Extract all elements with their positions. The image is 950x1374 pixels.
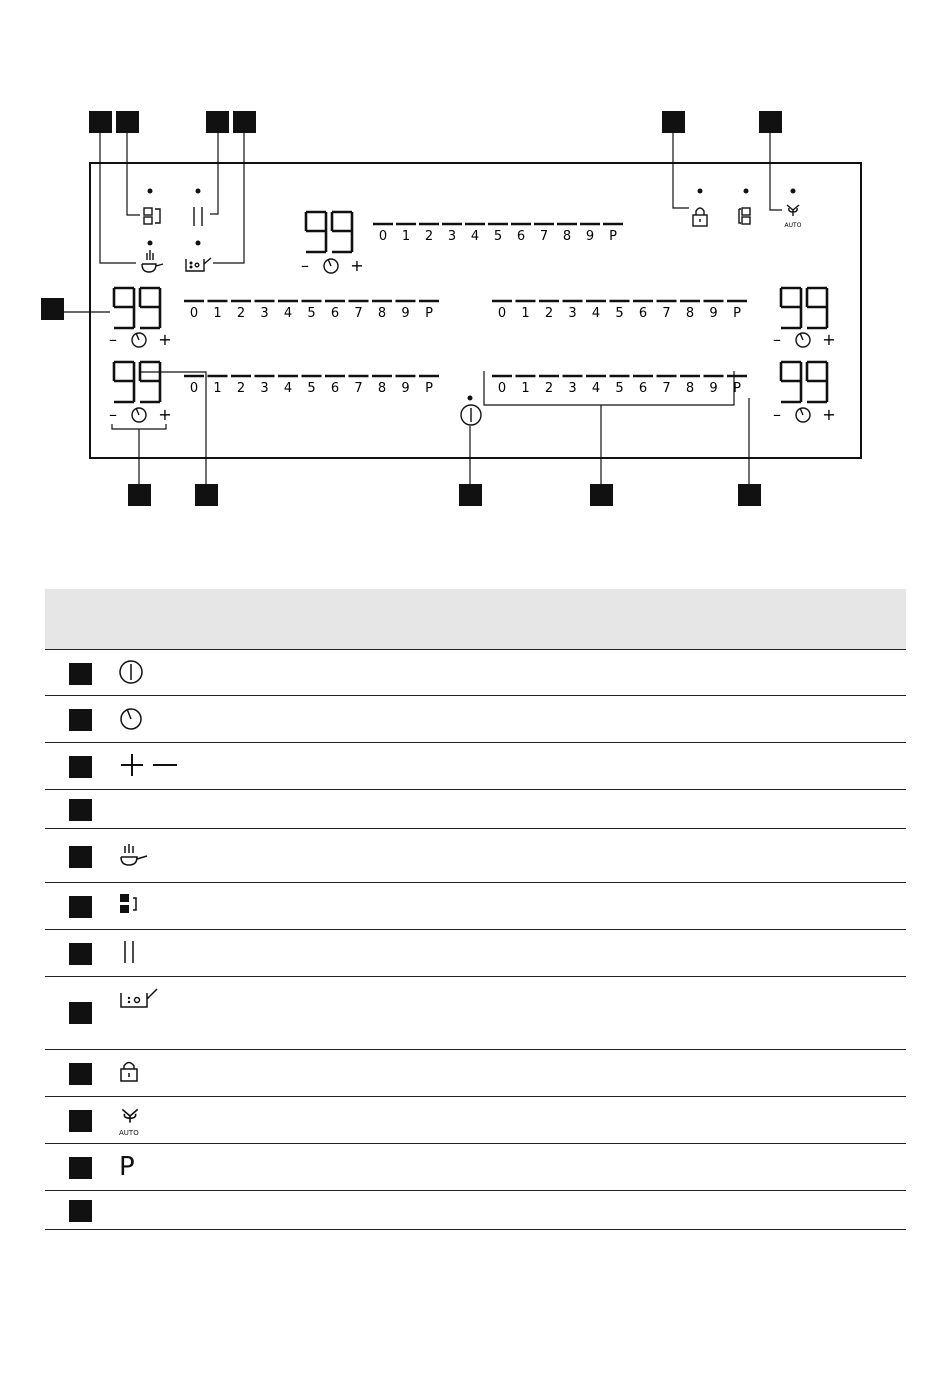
callout-marker [128,484,151,506]
table-row [45,695,906,742]
power-level-label[interactable]: 0 [189,381,199,396]
pot-boil-icon [119,987,159,1017]
auto-label: AUTO [784,222,802,229]
bridge-alt-icon[interactable] [739,208,750,224]
power-level-label[interactable]: 3 [447,229,457,244]
plus-minus-icon [119,753,179,783]
table-row [45,882,906,929]
row-number-marker [69,846,92,868]
top-power-scale[interactable] [373,224,623,244]
power-level-label[interactable]: 0 [497,381,507,396]
power-level-label[interactable]: 2 [544,306,554,321]
timer-minus-button[interactable]: – [109,330,117,349]
bridge-icon [119,893,143,923]
row-number-marker [69,1157,92,1179]
power-level-label[interactable]: 4 [591,381,601,396]
power-level-label[interactable]: P [425,381,433,396]
callout-marker [116,111,139,133]
row-number-marker [69,756,92,778]
pause-icon [119,940,143,970]
control-panel-legend-table [45,589,906,1230]
table-row [45,929,906,976]
callout-marker [590,484,613,506]
power-level-label[interactable]: 4 [591,306,601,321]
table-row [45,1190,906,1230]
power-level-label[interactable]: 5 [493,229,503,244]
power-level-label[interactable]: 1 [401,229,411,244]
row-number-marker [69,1063,92,1085]
power-level-label[interactable]: 9 [709,306,718,321]
power-level-label[interactable]: 0 [497,306,507,321]
callout-marker [662,111,685,133]
power-level-label[interactable]: 1 [213,381,222,396]
power-level-label[interactable]: 5 [307,306,316,321]
power-level-label[interactable]: 6 [330,306,340,321]
row-number-marker [69,709,92,731]
frying-pan-icon [119,843,149,873]
leader-lines [64,133,782,484]
power-level-label[interactable]: 8 [685,381,695,396]
row-number-marker [69,663,92,685]
power-level-label[interactable]: 0 [378,229,388,244]
timer-plus-button[interactable]: + [822,330,836,349]
front-left-display [114,288,160,328]
power-level-label[interactable]: 5 [307,381,316,396]
auto-label: AUTO [119,1129,139,1137]
table-row [45,976,906,1049]
timer-plus-button[interactable]: + [158,405,172,424]
callouts-top [41,111,782,506]
timer-minus-button[interactable]: – [301,256,309,275]
power-level-label[interactable]: 3 [260,306,269,321]
power-level-label[interactable]: 2 [544,381,554,396]
table-row [45,1096,906,1143]
row-number-marker [69,1110,92,1132]
timer-minus-button[interactable]: – [773,330,781,349]
power-level-label[interactable]: 9 [585,229,595,244]
callout-marker [759,111,782,133]
power-level-label[interactable]: 6 [638,306,648,321]
table-header [45,589,906,649]
power-level-label[interactable]: 0 [189,306,199,321]
power-level-label[interactable]: 7 [354,381,363,396]
callout-marker [41,298,64,320]
front-right-power-scale[interactable] [492,301,747,321]
power-level-label[interactable]: 2 [424,229,434,244]
power-boost-p-icon: P [119,1152,135,1182]
row-number-marker [69,1200,92,1222]
row-number-marker [69,896,92,918]
power-level-label[interactable]: 1 [213,306,222,321]
power-level-label[interactable]: 6 [516,229,526,244]
control-panel-diagram [0,0,950,560]
power-level-label[interactable]: 2 [236,381,246,396]
front-left-timer-controls[interactable] [109,330,172,349]
timer-plus-button[interactable]: + [158,330,172,349]
power-icon [119,660,143,690]
callout-marker [738,484,761,506]
table-row [45,742,906,789]
power-level-label[interactable]: 4 [283,306,293,321]
rear-right-power-scale[interactable] [492,376,747,396]
top-timer-controls[interactable] [301,256,364,275]
power-level-label[interactable]: 7 [354,306,363,321]
power-level-label[interactable]: 4 [470,229,480,244]
callout-marker [459,484,482,506]
power-level-label[interactable]: 1 [521,306,530,321]
power-level-label[interactable]: 8 [562,229,572,244]
rear-left-timer-controls[interactable] [109,405,172,424]
table-row [45,649,906,695]
rear-left-display [114,362,160,402]
callout-marker [195,484,218,506]
power-level-label[interactable]: 8 [377,381,387,396]
row-number-marker [69,799,92,821]
timer-minus-button[interactable]: – [109,405,117,424]
power-level-label[interactable]: P [733,306,741,321]
rear-right-timer-controls[interactable] [773,405,836,424]
table-row [45,1143,906,1190]
row-number-marker [69,1002,92,1024]
frying-pan-icon[interactable] [142,250,163,272]
hob2hood-auto-icon [119,1107,141,1137]
power-level-label[interactable]: 8 [377,306,387,321]
power-level-label[interactable]: P [733,381,741,396]
power-level-label[interactable]: 5 [615,381,624,396]
callout-marker [233,111,256,133]
power-level-label[interactable]: 5 [615,306,624,321]
callout-marker [206,111,229,133]
timer-icon [119,706,143,736]
callout-marker [89,111,112,133]
power-level-label[interactable]: 9 [709,381,718,396]
power-level-label[interactable]: 1 [521,381,530,396]
timer-minus-button[interactable]: – [773,405,781,424]
row-number-marker [69,943,92,965]
pot-boil-icon[interactable] [186,258,211,271]
top-timer-display [306,212,352,252]
rear-left-power-scale[interactable] [184,376,439,396]
front-right-timer-controls[interactable] [773,330,836,349]
power-level-label[interactable]: 8 [685,306,695,321]
timer-plus-button[interactable]: + [822,405,836,424]
power-level-label[interactable]: P [425,306,433,321]
hob2hood-auto-icon[interactable] [785,205,802,229]
power-level-label[interactable]: 6 [330,381,340,396]
rear-right-display [781,362,827,402]
front-right-display [781,288,827,328]
table-row [45,1049,906,1096]
power-button[interactable] [461,396,481,426]
timer-plus-button[interactable]: + [350,256,364,275]
lock-icon[interactable] [693,208,707,226]
power-level-label[interactable]: P [609,229,617,244]
front-left-power-scale[interactable] [184,301,439,321]
pause-icon[interactable] [194,207,202,226]
power-level-label[interactable]: 9 [401,306,410,321]
bridge-icon[interactable] [144,208,160,224]
power-level-label[interactable]: 7 [662,306,671,321]
table-row [45,828,906,882]
power-level-label[interactable]: 6 [638,381,648,396]
power-level-label[interactable]: 3 [568,381,577,396]
table-row [45,789,906,828]
power-level-label[interactable]: 7 [539,229,549,244]
power-level-label[interactable]: 3 [568,306,577,321]
power-level-label[interactable]: 4 [283,381,293,396]
power-level-label[interactable]: 9 [401,381,410,396]
power-level-label[interactable]: 7 [662,381,671,396]
lock-icon [119,1060,143,1090]
power-level-label[interactable]: 3 [260,381,269,396]
power-level-label[interactable]: 2 [236,306,246,321]
